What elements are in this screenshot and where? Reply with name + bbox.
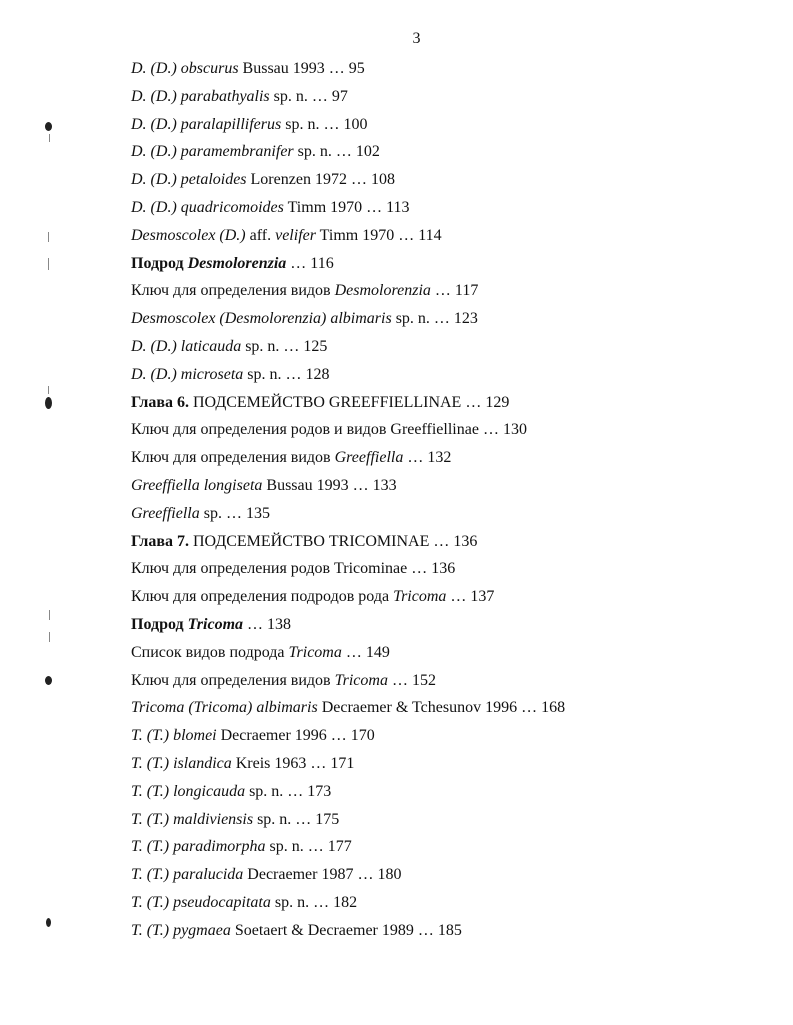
toc-entry-text: D. (D.) microseta <box>131 365 244 383</box>
toc-entry-text: Tricoma (Tricoma) albimaris <box>131 699 318 717</box>
scan-speck <box>46 918 51 927</box>
toc-entry-text: Ключ для определения видов <box>131 671 335 689</box>
toc-entry-text: … 149 <box>341 643 390 661</box>
table-of-contents <box>131 58 565 948</box>
toc-entry-text: … 132 <box>403 449 452 467</box>
toc-entry <box>131 697 565 725</box>
toc-entry-text: … 138 <box>243 615 292 633</box>
toc-entry-text: sp. n. … 173 <box>245 782 332 800</box>
toc-entry-text: sp. n. … 97 <box>269 87 348 105</box>
scan-speck <box>48 386 49 394</box>
toc-entry <box>131 809 565 837</box>
toc-entry-text: Ключ для определения родов и видов Greeffiellinae … 130 <box>131 421 527 439</box>
toc-entry-text: Greeffiella longiseta <box>131 476 263 494</box>
scan-speck <box>49 134 50 142</box>
page-number: 3 <box>412 30 421 47</box>
toc-entry <box>131 753 565 781</box>
toc-entry <box>131 586 565 614</box>
toc-entry-text: Ключ для определения подродов рода <box>131 588 394 606</box>
toc-entry <box>131 114 565 142</box>
toc-entry-text: sp. n. … 100 <box>281 115 368 133</box>
toc-entry <box>131 169 565 197</box>
toc-entry <box>131 864 565 892</box>
toc-entry-text: T. (T.) pygmaea <box>131 921 231 939</box>
toc-entry <box>131 558 565 586</box>
toc-entry-text: … 116 <box>286 254 334 272</box>
toc-entry-text: sp. … 135 <box>199 504 270 522</box>
toc-entry-text: ПОДСЕМЕЙСТВО TRICOMINAE … 136 <box>189 532 478 550</box>
toc-entry-text: Bussau 1993 … 133 <box>262 476 397 494</box>
toc-entry-text: Desmoscolex (D.) <box>131 226 246 244</box>
toc-entry-text: sp. n. … 177 <box>265 838 352 856</box>
toc-entry-text: T. (T.) blomei <box>131 727 217 745</box>
scan-speck <box>49 610 50 620</box>
toc-entry-text: Глава 7. <box>131 532 189 550</box>
toc-entry <box>131 781 565 809</box>
toc-entry <box>131 364 565 392</box>
toc-entry-text: T. (T.) longicauda <box>131 782 246 800</box>
toc-entry-text: D. (D.) petaloides <box>131 171 247 189</box>
toc-entry-text: sp. n. … 125 <box>241 337 328 355</box>
toc-entry-text: Desmolorenzia <box>187 254 287 272</box>
toc-entry-text: D. (D.) parabathyalis <box>131 87 270 105</box>
toc-entry <box>131 503 565 531</box>
toc-entry-text: Decraemer 1996 … 170 <box>216 727 375 745</box>
toc-entry-text: Soetaert & Decraemer 1989 … 185 <box>230 921 462 939</box>
toc-entry-text: Подрод <box>131 615 188 633</box>
toc-entry-text: D. (D.) paramembranifer <box>131 143 294 161</box>
toc-entry-text: Desmolorenzia <box>334 282 431 300</box>
toc-entry-text: T. (T.) islandica <box>131 754 232 772</box>
toc-entry-text: Kreis 1963 … 171 <box>231 754 355 772</box>
toc-entry-text: Ключ для определения родов Tricominae … 136 <box>131 560 456 578</box>
toc-entry-text: Timm 1970 … 114 <box>315 226 442 244</box>
toc-entry-text: sp. n. … 175 <box>253 810 340 828</box>
toc-entry <box>131 253 565 281</box>
toc-entry <box>131 614 565 642</box>
toc-entry-text: Greeffiella <box>334 449 404 467</box>
toc-entry-text: Ключ для определения видов <box>131 449 335 467</box>
toc-entry-text: Decraemer & Tchesunov 1996 … 168 <box>317 699 566 717</box>
toc-entry-text: D. (D.) obscurus <box>131 60 239 77</box>
toc-entry <box>131 642 565 670</box>
toc-entry <box>131 336 565 364</box>
toc-entry-text: sp. n. … 182 <box>270 893 358 911</box>
toc-entry-text: T. (T.) paradimorpha <box>131 838 266 856</box>
toc-entry-text: Подрод <box>131 254 188 272</box>
toc-entry <box>131 197 565 225</box>
toc-entry-text: Greeffiella <box>131 504 200 522</box>
toc-entry <box>131 308 565 336</box>
toc-entry-text: D. (D.) laticauda <box>131 337 242 355</box>
toc-entry-text: Глава 6. <box>131 393 189 411</box>
toc-entry-text: velifer <box>275 226 316 244</box>
toc-entry-text: T. (T.) maldiviensis <box>131 810 254 828</box>
toc-entry-text: Ключ для определения видов <box>131 282 335 300</box>
toc-entry <box>131 141 565 169</box>
toc-entry-text: Tricoma <box>393 588 447 606</box>
toc-entry <box>131 225 565 253</box>
toc-entry <box>131 725 565 753</box>
toc-entry-text: Lorenzen 1972 … 108 <box>246 171 395 189</box>
toc-entry-text: Decraemer 1987 … 180 <box>243 866 402 884</box>
scan-speck <box>48 258 49 270</box>
toc-entry-text: Tricoma <box>288 643 342 661</box>
toc-entry-text: Список видов подрода <box>131 643 289 661</box>
toc-entry-text: sp. n. … 128 <box>243 365 330 383</box>
toc-entry-text: aff. <box>245 226 276 244</box>
toc-entry <box>131 280 565 308</box>
toc-entry <box>131 892 565 920</box>
toc-entry-text: Tricoma <box>187 615 244 633</box>
toc-entry-text: sp. n. … 123 <box>391 310 478 328</box>
toc-entry <box>131 475 565 503</box>
toc-entry <box>131 86 565 114</box>
toc-entry <box>131 392 565 420</box>
toc-entry-text: D. (D.) paralapilliferus <box>131 115 282 133</box>
toc-entry-text: D. (D.) quadricomoides <box>131 198 284 216</box>
toc-entry <box>131 670 565 698</box>
toc-entry-text: sp. n. … 102 <box>293 143 380 161</box>
toc-entry <box>131 920 565 948</box>
scan-speck <box>45 122 52 131</box>
scan-speck <box>48 232 49 242</box>
toc-entry <box>131 531 565 559</box>
toc-entry-text: ПОДСЕМЕЙСТВО GREEFFIELLINAE … 129 <box>189 393 510 411</box>
toc-entry-text: … 117 <box>430 282 479 300</box>
toc-entry-text: Bussau 1993 … 95 <box>238 60 365 77</box>
scan-speck <box>49 632 50 642</box>
toc-entry-text: … 137 <box>446 588 495 606</box>
scan-speck <box>45 397 52 409</box>
toc-entry <box>131 836 565 864</box>
toc-entry <box>131 447 565 475</box>
toc-entry <box>131 419 565 447</box>
toc-entry-text: Timm 1970 … 113 <box>283 198 410 216</box>
toc-entry-text: T. (T.) pseudocapitata <box>131 893 271 911</box>
scan-speck <box>45 676 52 685</box>
toc-entry-text: Desmoscolex (Desmolorenzia) albimaris <box>131 310 392 328</box>
toc-entry-text: Tricoma <box>334 671 388 689</box>
toc-entry-text: … 152 <box>387 671 436 689</box>
toc-entry <box>131 58 565 86</box>
toc-entry-text: T. (T.) paralucida <box>131 866 244 884</box>
